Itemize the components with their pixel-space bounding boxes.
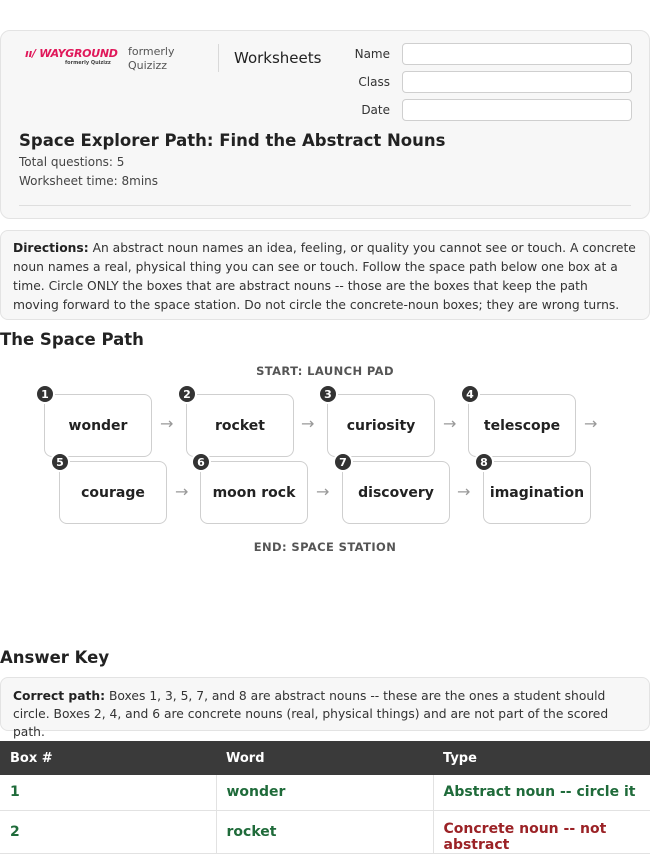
answer-key-table (0, 741, 650, 854)
box-number-badge: 4 (460, 384, 480, 404)
arrow-right-icon: → (175, 482, 189, 501)
formerly-quizizz (128, 45, 175, 73)
worksheet-header (0, 30, 650, 219)
type-cell: Abstract noun -- circle it (433, 775, 650, 810)
path-word: wonder (68, 417, 128, 434)
path-word: courage (81, 484, 145, 501)
arrow-right-icon: → (301, 414, 315, 433)
box-number-badge: 8 (474, 452, 494, 472)
box-number-cell: 1 (0, 775, 216, 810)
answer-key-title: Answer Key (0, 648, 110, 667)
date-field[interactable] (402, 99, 632, 121)
class-field[interactable] (402, 71, 632, 93)
path-box-3[interactable] (327, 394, 435, 457)
start-label: START: LAUNCH PAD (256, 364, 394, 378)
space-path-title: The Space Path (0, 330, 144, 349)
directions-box (0, 230, 650, 320)
path-box-8[interactable] (483, 461, 591, 524)
quizizz-line: Quizizz (128, 59, 168, 72)
header-separator (19, 205, 631, 206)
box-number-cell: 2 (0, 810, 216, 853)
path-box-6[interactable] (200, 461, 308, 524)
path-word: discovery (358, 484, 434, 501)
path-word: moon rock (212, 484, 296, 501)
arrow-right-icon: → (316, 482, 330, 501)
logo-text: WAYGROUND (39, 47, 118, 60)
box-number-badge: 2 (177, 384, 197, 404)
worksheet-time: Worksheet time: 8mins (19, 174, 159, 188)
box-number-badge: 7 (333, 452, 353, 472)
name-field[interactable] (402, 43, 632, 65)
path-box-5[interactable] (59, 461, 167, 524)
path-word: imagination (489, 484, 585, 501)
path-word: telescope (483, 417, 561, 434)
wayground-logo (25, 47, 118, 66)
table-row (0, 810, 650, 853)
end-label: END: SPACE STATION (253, 540, 397, 554)
word-cell: wonder (216, 775, 433, 810)
directions-label: Directions: (13, 241, 89, 255)
column-header-word: Word (216, 741, 433, 775)
arrow-right-icon: → (443, 414, 457, 433)
arrow-right-icon: → (584, 414, 598, 433)
path-word: rocket (215, 417, 265, 434)
worksheet-title: Space Explorer Path: Find the Abstract Nouns (19, 131, 446, 150)
path-box-4[interactable] (468, 394, 576, 457)
box-number-badge: 1 (35, 384, 55, 404)
formerly-line: formerly (128, 45, 175, 58)
table-row (0, 775, 650, 810)
path-box-2[interactable] (186, 394, 294, 457)
answer-key-note (0, 677, 650, 739)
date-label: Date (361, 103, 390, 117)
column-header-box: Box # (0, 741, 216, 775)
header-divider (218, 44, 219, 72)
table-header-row (0, 741, 650, 775)
directions-text: An abstract noun names an idea, feeling, or quality you cannot see or touch. A concrete noun names a real, physical thing you can see or touch. Follow the space path below one box at a time. Circle ONLY the boxes that are abstract nouns -- those are the boxes that keep the path moving forward to the space station. Do not circle the concrete-noun boxes; they are wrong turns. (13, 241, 636, 312)
logo-subtext: formerly Quizizz (65, 60, 111, 66)
path-box-7[interactable] (342, 461, 450, 524)
correct-path-label: Correct path: (13, 689, 106, 703)
path-box-1[interactable] (44, 394, 152, 457)
word-cell: rocket (216, 810, 433, 853)
box-number-badge: 5 (50, 452, 70, 472)
path-word: curiosity (346, 417, 416, 434)
worksheets-label: Worksheets (234, 49, 322, 67)
box-number-badge: 3 (318, 384, 338, 404)
logo-mark-icon: ıı/ (25, 47, 36, 60)
arrow-right-icon: → (160, 414, 174, 433)
correct-path-text: Boxes 1, 3, 5, 7, and 8 are abstract nouns -- these are the ones a student should circle. Boxes 2, 4, and 6 are concrete nouns (real, physical things) and are not part of the scored path. (13, 689, 609, 739)
column-header-type: Type (433, 741, 650, 775)
type-cell: Concrete noun -- not abstract (433, 810, 650, 853)
name-label: Name (354, 47, 390, 61)
box-number-badge: 6 (191, 452, 211, 472)
total-questions: Total questions: 5 (19, 155, 125, 169)
class-label: Class (358, 75, 390, 89)
arrow-right-icon: → (457, 482, 471, 501)
